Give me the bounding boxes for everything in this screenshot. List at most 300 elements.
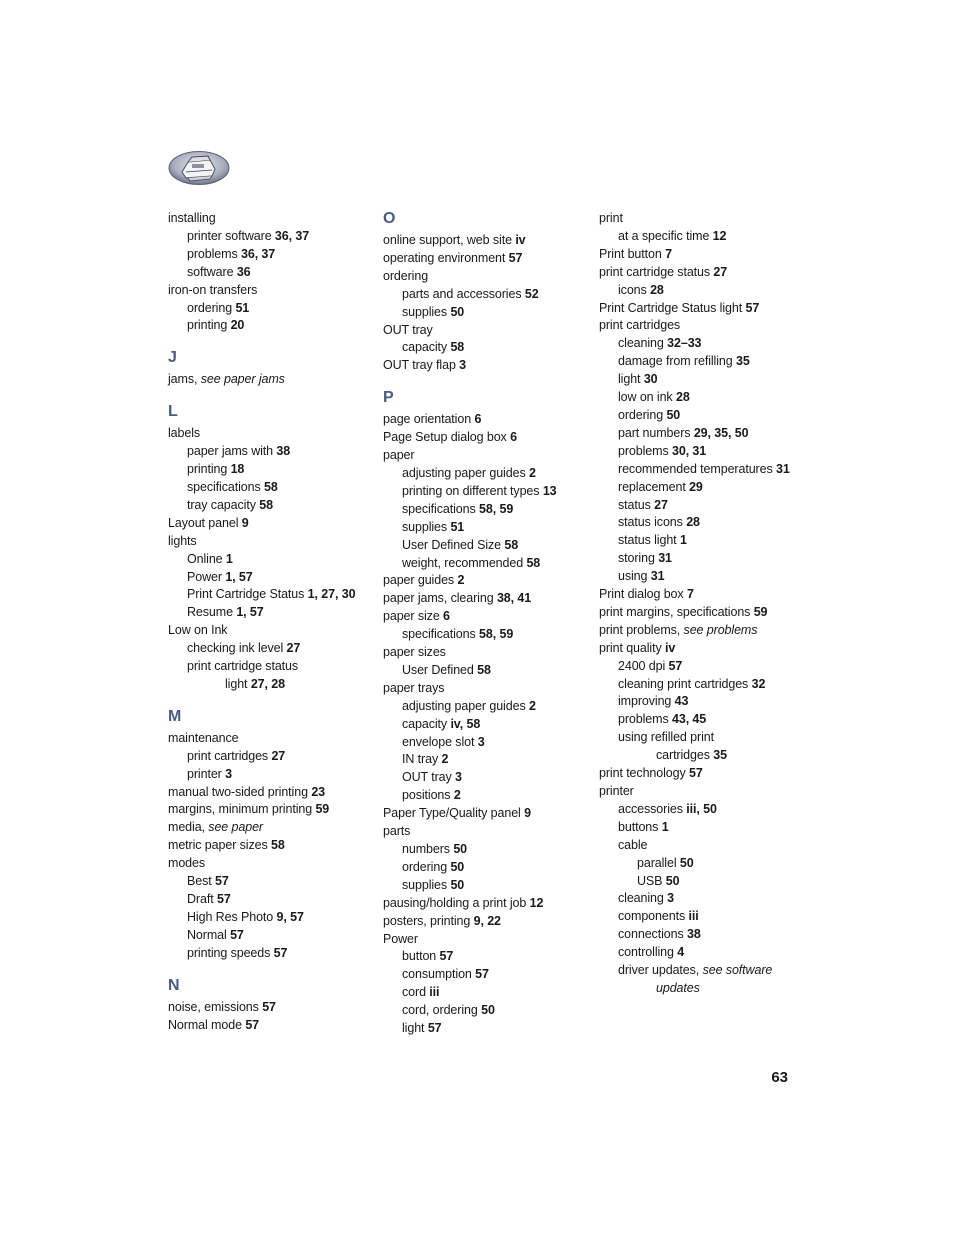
index-term: installing xyxy=(168,211,216,225)
index-entry xyxy=(383,519,593,537)
page-reference: 50 xyxy=(453,842,468,856)
index-entry xyxy=(383,339,593,357)
page-reference: 4 xyxy=(677,945,685,960)
index-entry xyxy=(168,317,378,335)
page-reference: 31 xyxy=(776,461,790,476)
see-reference: see paper jams xyxy=(200,372,285,387)
page-reference: 1, 57 xyxy=(236,605,264,620)
index-term: printer software xyxy=(187,228,275,243)
index-term: User Defined xyxy=(402,662,478,677)
index-term: online support, web site xyxy=(383,233,516,247)
page-reference: 9 xyxy=(241,515,249,530)
index-entry xyxy=(383,590,593,608)
page-reference: 1, 57 xyxy=(225,569,253,584)
index-term: cleaning xyxy=(618,336,668,351)
index-entry xyxy=(599,497,814,515)
index-column-3 xyxy=(599,210,814,998)
page-reference: 7 xyxy=(686,587,694,602)
page-reference: 57 xyxy=(215,874,229,889)
index-entry xyxy=(168,748,378,766)
index-entry xyxy=(168,891,378,909)
index-entry xyxy=(168,264,378,282)
page-reference: 57 xyxy=(245,1017,260,1032)
index-entry xyxy=(599,837,814,855)
page-reference: 58 xyxy=(264,479,278,494)
index-term: IN tray xyxy=(402,752,442,767)
page-reference: iv, 58 xyxy=(450,716,481,731)
index-term: light xyxy=(402,1021,428,1036)
page-reference: 57 xyxy=(439,949,454,964)
page-reference: 20 xyxy=(230,318,245,333)
page-reference: 3 xyxy=(667,891,674,906)
index-term: Normal mode xyxy=(168,1017,246,1032)
index-entry xyxy=(383,769,593,787)
index-entry xyxy=(168,461,378,479)
index-term: recommended temperatures xyxy=(618,461,776,476)
index-entry xyxy=(383,232,593,250)
index-term: button xyxy=(402,949,440,964)
printer-icon xyxy=(168,150,230,186)
section-letter: M xyxy=(168,707,182,725)
page-reference: 58 xyxy=(526,555,541,570)
page-reference: 38, 41 xyxy=(496,591,532,606)
page-reference: 32 xyxy=(751,676,766,691)
index-term: print quality xyxy=(599,640,665,655)
index-term: OUT tray xyxy=(383,322,433,337)
page-reference: 57 xyxy=(689,766,703,781)
page-reference: 28 xyxy=(675,390,690,405)
index-entry xyxy=(168,371,378,389)
page-reference: 27 xyxy=(654,497,668,512)
page-reference: 36, 37 xyxy=(240,246,276,261)
index-entry xyxy=(168,425,378,443)
index-entry xyxy=(383,555,593,573)
page-reference: 36, 37 xyxy=(274,228,310,243)
index-entry xyxy=(383,859,593,877)
index-term: weight, recommended xyxy=(402,555,527,570)
page-reference: 32–33 xyxy=(667,336,702,351)
index-entry xyxy=(383,662,593,680)
index-entry xyxy=(383,948,593,966)
page-reference: iii, 50 xyxy=(686,801,717,816)
index-entry xyxy=(599,425,814,443)
index-entry xyxy=(599,765,814,783)
page-reference: 28 xyxy=(650,282,664,297)
index-term: software xyxy=(187,264,237,279)
index-term: OUT tray xyxy=(402,770,456,785)
page-reference: 52 xyxy=(524,286,539,301)
page-reference: 7 xyxy=(665,246,672,261)
index-term: specifications xyxy=(187,479,265,494)
index-term: printer xyxy=(187,766,226,781)
index-entry xyxy=(168,604,378,622)
index-entry xyxy=(599,550,814,568)
index-term: cord xyxy=(402,985,430,1000)
index-entry xyxy=(599,962,814,980)
index-entry xyxy=(168,855,378,873)
page-reference: 57 xyxy=(745,300,760,315)
see-reference: see paper xyxy=(208,820,263,835)
index-term: controlling xyxy=(618,945,678,960)
index-term: USB xyxy=(637,873,666,888)
page-reference: 1 xyxy=(225,551,233,566)
index-entry xyxy=(599,855,814,873)
index-term: numbers xyxy=(402,842,454,856)
index-entry xyxy=(168,801,378,819)
index-entry xyxy=(383,913,593,931)
index-entry xyxy=(383,608,593,626)
page-reference: 27, 28 xyxy=(250,676,285,691)
index-entry xyxy=(168,766,378,784)
page-reference: 31 xyxy=(650,569,665,584)
page-reference: 3 xyxy=(225,766,232,781)
page-reference: 50 xyxy=(679,855,694,870)
index-entry xyxy=(599,783,814,801)
index-entry xyxy=(383,895,593,913)
index-entry xyxy=(383,465,593,483)
index-entry xyxy=(383,787,593,805)
index-term: operating environment xyxy=(383,250,509,265)
page-reference: 6 xyxy=(443,609,450,624)
index-term: iron-on transfers xyxy=(168,282,258,297)
index-entry xyxy=(599,604,814,622)
index-term: ordering xyxy=(383,268,429,283)
index-term: replacement xyxy=(618,479,690,494)
index-entry xyxy=(383,626,593,644)
index-term: Page Setup dialog box xyxy=(383,430,511,445)
index-term: print problems, xyxy=(599,622,684,637)
index-term: posters, printing xyxy=(383,913,474,928)
index-entry xyxy=(168,640,378,658)
index-column-2 xyxy=(383,210,593,1038)
index-entry xyxy=(168,497,378,515)
page-reference: 58 xyxy=(504,537,519,552)
index-term: labels xyxy=(168,426,201,441)
index-entry xyxy=(383,483,593,501)
index-term: metric paper sizes xyxy=(168,838,271,853)
index-entry xyxy=(383,572,593,590)
page-reference: 38 xyxy=(687,927,701,942)
page-reference: 3 xyxy=(459,358,467,373)
page-reference: 1 xyxy=(679,533,687,548)
page-reference: 58 xyxy=(259,497,273,512)
index-entry xyxy=(383,286,593,304)
index-term: Print button xyxy=(599,246,666,261)
page-reference: 1 xyxy=(661,819,669,834)
page-reference: 2 xyxy=(453,788,461,803)
index-term: at a specific time xyxy=(618,228,713,243)
index-term: specifications xyxy=(402,501,480,516)
index-term: using refilled print xyxy=(618,730,714,745)
page-reference: 3 xyxy=(477,734,485,749)
index-term: Print Cartridge Status light xyxy=(599,300,746,315)
index-entry xyxy=(599,479,814,497)
page-reference: 57 xyxy=(475,967,489,982)
index-entry xyxy=(168,443,378,461)
index-term: using xyxy=(618,569,651,584)
index-entry xyxy=(599,246,814,264)
page-reference: 57 xyxy=(668,658,683,673)
index-entry xyxy=(168,999,378,1017)
index-entry xyxy=(383,931,593,949)
index-entry xyxy=(168,676,378,694)
index-term: ordering xyxy=(618,407,667,422)
index-entry xyxy=(383,447,593,465)
page-reference: 57 xyxy=(216,892,231,906)
page-reference: 57 xyxy=(262,999,276,1014)
index-term: problems xyxy=(618,712,672,727)
index-column-1 xyxy=(168,210,378,1034)
page-reference: 30, 31 xyxy=(671,443,707,458)
index-term: paper size xyxy=(383,609,444,624)
index-entry xyxy=(383,680,593,698)
index-term: part numbers xyxy=(618,425,694,440)
index-entry xyxy=(168,909,378,927)
index-entry xyxy=(599,926,814,944)
page-reference: 3 xyxy=(455,770,462,785)
index-entry xyxy=(168,300,378,318)
page-reference: 31 xyxy=(658,551,672,566)
page-reference: 2 xyxy=(457,573,465,588)
section-letter: J xyxy=(168,349,177,367)
index-entry xyxy=(599,568,814,586)
index-entry xyxy=(599,658,814,676)
page-reference: 6 xyxy=(510,430,517,445)
page-reference: 50 xyxy=(666,407,681,422)
page-reference: 12 xyxy=(712,228,727,243)
index-entry xyxy=(599,819,814,837)
index-entry xyxy=(383,644,593,662)
index-term: Low on Ink xyxy=(168,623,228,638)
index-term: parts xyxy=(383,824,411,839)
page-reference: 50 xyxy=(665,873,680,888)
index-term: driver updates, xyxy=(618,963,703,978)
index-term: manual two-sided printing xyxy=(168,784,312,799)
index-entry xyxy=(599,335,814,353)
index-entry xyxy=(168,1017,378,1035)
index-term: buttons xyxy=(618,819,662,834)
index-entry xyxy=(599,300,814,318)
index-entry xyxy=(599,371,814,389)
index-term: parallel xyxy=(637,855,680,870)
index-entry xyxy=(383,966,593,984)
page-reference: iv xyxy=(665,640,676,655)
index-entry xyxy=(168,551,378,569)
page-reference: 51 xyxy=(235,300,250,315)
page-number: 63 xyxy=(771,1069,788,1086)
index-entry xyxy=(383,322,593,340)
index-term: consumption xyxy=(402,967,476,982)
page-reference: 9, 22 xyxy=(473,913,501,928)
index-term: print cartridges xyxy=(187,748,272,763)
index-entry xyxy=(168,228,378,246)
index-entry xyxy=(599,873,814,891)
page-reference: 28 xyxy=(686,515,700,530)
page-reference: 27 xyxy=(271,748,286,763)
index-entry xyxy=(383,716,593,734)
index-term: printing xyxy=(187,462,231,477)
index-entry xyxy=(599,801,814,819)
index-term: light xyxy=(225,676,251,691)
page-reference: 23 xyxy=(311,784,326,799)
index-entry xyxy=(383,734,593,752)
index-term: margins, minimum printing xyxy=(168,802,316,817)
page-reference: 58, 59 xyxy=(479,501,514,516)
index-entry xyxy=(383,751,593,769)
index-term: Normal xyxy=(187,927,231,942)
index-term: printing xyxy=(187,318,231,333)
index-term: Resume xyxy=(187,605,237,620)
index-term: media, xyxy=(168,820,209,835)
page-reference: iv xyxy=(515,233,526,247)
index-term: ordering xyxy=(402,859,451,874)
index-term: parts and accessories xyxy=(402,286,525,301)
index-entry xyxy=(383,268,593,286)
index-term: pausing/holding a print job xyxy=(383,895,530,910)
index-entry xyxy=(383,805,593,823)
index-term: status xyxy=(618,497,655,512)
page-reference: 57 xyxy=(230,927,244,942)
index-entry xyxy=(599,514,814,532)
index-term: cleaning print cartridges xyxy=(618,676,752,691)
index-term: print margins, specifications xyxy=(599,604,754,619)
index-term: light xyxy=(618,372,644,387)
page-reference: iii xyxy=(688,909,699,924)
index-entry xyxy=(168,784,378,802)
index-term: 2400 dpi xyxy=(618,658,669,673)
index-term: maintenance xyxy=(168,730,239,745)
page-reference: 59 xyxy=(753,604,768,619)
index-term: supplies xyxy=(402,519,451,534)
index-entry xyxy=(168,730,378,748)
index-entry xyxy=(383,357,593,375)
index-entry xyxy=(383,877,593,895)
section-letter: N xyxy=(168,976,180,994)
index-term: paper jams, clearing xyxy=(383,591,497,606)
index-term: print xyxy=(599,211,623,225)
index-entry xyxy=(599,747,814,765)
index-term: Print dialog box xyxy=(599,587,687,602)
index-entry xyxy=(168,927,378,945)
index-term: lights xyxy=(168,533,197,548)
index-term: printing speeds xyxy=(187,945,274,960)
index-term: modes xyxy=(168,856,206,871)
page-reference: 35 xyxy=(736,354,750,369)
page-reference: 58 xyxy=(450,340,465,355)
index-entry xyxy=(168,658,378,676)
index-term: ordering xyxy=(187,300,236,315)
index-entry xyxy=(599,711,814,729)
page-reference: 9 xyxy=(524,806,531,821)
index-entry xyxy=(383,429,593,447)
page-reference: 2 xyxy=(441,752,449,767)
see-reference: updates xyxy=(656,980,700,995)
index-entry xyxy=(168,569,378,587)
page-reference: 43, 45 xyxy=(671,712,707,727)
index-entry xyxy=(599,890,814,908)
index-entry xyxy=(599,210,814,228)
page-reference: 18 xyxy=(230,462,245,477)
page-reference: 2 xyxy=(528,698,536,713)
index-entry xyxy=(599,908,814,926)
index-entry xyxy=(168,873,378,891)
index-entry xyxy=(599,353,814,371)
index-entry xyxy=(599,282,814,300)
index-term: cleaning xyxy=(618,891,668,906)
index-entry xyxy=(168,586,378,604)
index-entry xyxy=(599,461,814,479)
index-term: problems xyxy=(187,246,241,261)
index-term: status icons xyxy=(618,515,687,530)
page-reference: 2 xyxy=(528,465,536,480)
index-entry xyxy=(383,304,593,322)
index-entry xyxy=(599,389,814,407)
index-entry xyxy=(599,317,814,335)
page-reference: iii xyxy=(429,985,440,1000)
page-reference: 6 xyxy=(474,412,482,427)
page-reference: 30 xyxy=(643,372,658,387)
index-term: print technology xyxy=(599,766,690,781)
section-letter: O xyxy=(383,210,396,227)
index-entry xyxy=(599,622,814,640)
index-entry xyxy=(383,841,593,859)
index-term: print cartridge status xyxy=(599,264,714,279)
page-reference: 59 xyxy=(315,802,330,817)
index-term: paper xyxy=(383,448,415,463)
page-reference: 13 xyxy=(542,483,557,498)
index-term: cartridges xyxy=(656,748,714,763)
index-entry xyxy=(599,264,814,282)
index-term: envelope slot xyxy=(402,734,478,749)
index-term: positions xyxy=(402,788,454,803)
page-reference: 58, 59 xyxy=(479,627,514,642)
index-entry xyxy=(599,228,814,246)
page-reference: 43 xyxy=(674,694,689,709)
index-entry xyxy=(599,532,814,550)
index-term: checking ink level xyxy=(187,641,287,656)
index-entry xyxy=(599,586,814,604)
index-term: Power xyxy=(383,931,418,946)
index-term: paper jams with xyxy=(187,444,277,459)
index-term: cable xyxy=(618,837,648,852)
index-entry xyxy=(383,1020,593,1038)
index-term: High Res Photo xyxy=(187,909,277,924)
index-entry xyxy=(168,819,378,837)
page-reference: 29 xyxy=(689,479,703,494)
index-term: Power xyxy=(187,569,226,584)
index-entry xyxy=(599,693,814,711)
index-entry xyxy=(599,944,814,962)
index-term: User Defined Size xyxy=(402,537,505,552)
index-term: adjusting paper guides xyxy=(402,698,529,713)
index-term: accessories xyxy=(618,801,687,816)
index-entry xyxy=(168,515,378,533)
index-entry xyxy=(599,443,814,461)
index-term: jams, xyxy=(168,372,201,387)
section-letter: P xyxy=(383,389,394,407)
page-reference: 51 xyxy=(450,519,465,534)
index-term: Layout panel xyxy=(168,515,242,530)
index-entry xyxy=(168,533,378,551)
index-entry xyxy=(599,407,814,425)
index-term: print cartridges xyxy=(599,318,681,333)
index-term: connections xyxy=(618,927,687,942)
page-reference: 50 xyxy=(450,859,465,874)
see-reference: see problems xyxy=(683,622,758,637)
index-term: printer xyxy=(599,784,634,798)
index-term: noise, emissions xyxy=(168,999,263,1014)
page-reference: 35 xyxy=(713,748,727,763)
